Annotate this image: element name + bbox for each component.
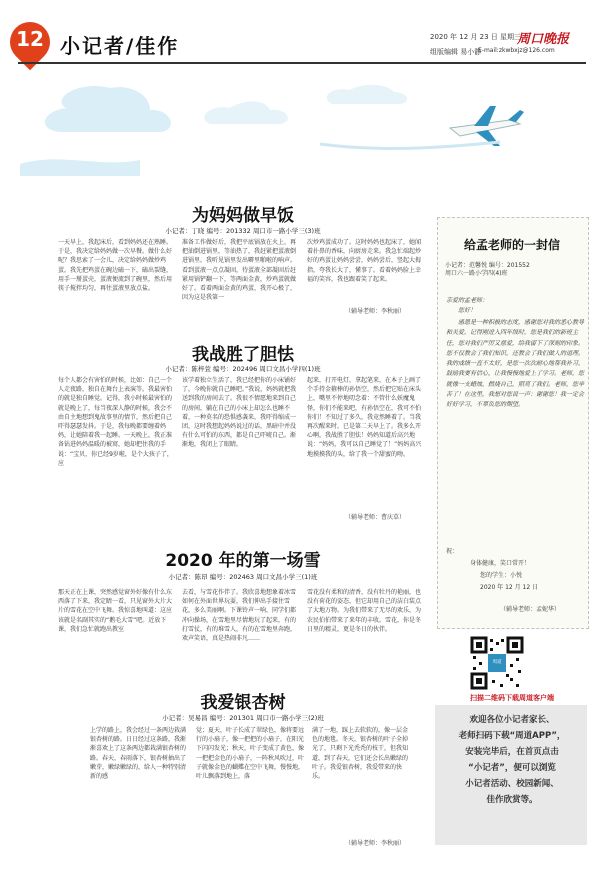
article-byline: 小记者：吴易昌 编号：201301 周口市一路小学三(2)班	[162, 714, 324, 722]
letter-byline	[445, 262, 585, 278]
letter-salutation: 亲爱的孟老师：	[446, 297, 489, 304]
article-column: 上学的路上，我会经过一条两边栽满银杏树的路。日日经过这条路，我渐渐喜欢上了这条两边都栽满银杏树的路。春天，春雨落下，银杏树抽出了嫩芽，嫩绿嫩绿的，给人一种特别清新的感	[90, 727, 187, 781]
header-divider	[18, 62, 586, 64]
letter-wishes: 身体健康，笑口常开！	[470, 560, 531, 567]
article-column: 雪花没有柔和的清香，没有牡丹的艳丽，也没有荷花的姿态，但它却用自己的洁白装点了大地万物。为我们带来了无尽的欢乐，为农民伯伯带来了来年的丰收。雪花，你是冬日里的精灵，更是冬日的伙伴。	[307, 589, 422, 633]
letter-closing: 祝：	[446, 548, 459, 555]
teacher-credit: （辅导老师：李秋丽）	[345, 840, 406, 847]
promo-line: “小记者”，便可以浏览	[468, 763, 556, 773]
airplane-icon	[450, 106, 524, 146]
page-number: 12	[16, 27, 44, 51]
letter-title: 给孟老师的一封信	[463, 238, 560, 252]
article-column: 起来，打开电灯，拿起笔来，在本子上画了个手持金箍棒的孙悟空，然后把它贴在床头上，嘴里不停地叨念着：不管什么妖魔鬼怪，你们不能来吧，有孙悟空在，我可不怕你们！不知过了多久，我竟然睡着了。当我再次醒来时，已是第二天早上了。我多么开心啊，我战胜了胆怯！妈妈知道后高兴地说：“妈妈，我可以自己睡觉了！”妈妈高兴地摸摸我的头，给了我一个甜蜜的吻。	[307, 377, 422, 458]
letter-signature: 您的学生：小悦	[480, 572, 523, 579]
editor-credit: 组版编辑 易小静	[430, 48, 482, 56]
newspaper-brand: 周口晚报	[517, 32, 570, 47]
qr-logo-label: 周道	[492, 660, 502, 665]
article-column: 那天正在上课，突然感觉窗外好像有什么东西落了下来，我定睛一看，只见窗外大片大片的雪花在空中飞舞。我惊喜地叫道：这应该就是名副其实的“鹅毛大雪”吧。近放下课，我们急忙就跑出教室	[58, 589, 173, 633]
article-byline: 小记者：陈昂 编号：202463 周口文昌小学三(1)班	[168, 573, 318, 581]
teacher-credit: （辅导老师：曹庆草）	[345, 514, 406, 521]
promo-line: 安装完毕后，在首页点击	[465, 747, 559, 757]
article-title: 我战胜了胆怯	[192, 345, 294, 365]
qr-caption: 扫描二维码下载周道客户端	[470, 694, 554, 702]
letter-greeting: 您好！	[458, 307, 477, 315]
article-column: 觉；夏天，叶子长成了翠绿色，像将要远行的小扇子，像一把把的小扇子，在阳光下闪闪发光；秋天，叶子变成了黄色，像一把把金色的小扇子，一阵秋风吹过，叶子就像金色的蝴蝶在空中飞舞，慢慢地，叶儿飘落到地上，落	[196, 727, 304, 781]
article-column: 一天早上，我起床后，看到妈妈还在熟睡。于是，我决定给妈妈做一次早餐。做什么好呢？我思索了一会儿，决定给妈妈做炒鸡蛋。我先把鸡蛋在碗边磕一下，磕出裂缝，用手一掰蛋壳，蛋液便流到了碗里，然后用筷子搅拌均匀，再往蛋液里放点盐。	[58, 239, 173, 293]
article-column: 每个人都会有害怕的时候，比如：自己一个人走夜路，独自在舞台上表演等。我最害怕的就是独自睡觉。记得，我小时候最害怕的就是晚上了，每当夜深人静的时候，我会不由自主地想到鬼故事里的情节，然后把自己吓得瑟瑟发抖。于是，我每晚都要缠着妈妈，让她陪着我一起睡。一天晚上，我正准备钻进妈妈温暖的被窝，她却把住我的手说：“宝贝，你已经9岁啦，是个大孩子了，应	[58, 377, 173, 467]
article-title: 我爱银杏树	[200, 693, 286, 713]
article-byline: 小记者：陈梓萱 编号：202496 周口文昌小学四(1)班	[165, 365, 321, 373]
article-byline: 小记者：丁晓 编号：201332 周口市一路小学三(3)班	[165, 227, 321, 235]
promo-line: 老师扫码下载“周道APP”，	[458, 731, 566, 741]
article-column: 次炒鸡蛋成功了。这时妈妈也起床了，她闻着扑鼻的香味，向厨房走来。我急忙端起炒好的鸡蛋让妈妈尝尝，妈妈尝后，竖起大拇指，夸我长大了，懂事了。看着妈妈脸上幸福的笑容，我也跟着笑了起来。	[307, 239, 422, 283]
letter-school: 周口六一路小学四(4)班	[445, 270, 508, 277]
teacher-credit: （辅导老师：孟妮华）	[500, 606, 561, 613]
sky-banner-illustration	[20, 68, 592, 176]
teacher-credit: （辅导老师：李秋丽）	[345, 308, 406, 315]
section-title: 小记者/佳作	[60, 34, 180, 58]
promo-line: 欢迎各位小记者家长、	[469, 715, 555, 725]
letter-body: 感恩是一种积极的态度，感谢您对我的悉心教导和关爱。记得刚进入四年级时，您是我们的新班主任，您对我们严厉又慈爱，给我留下了深刻的印象。您不仅教会了我们知识，还教会了我们做人的道理。我的成绩一直不太好，是您一次次耐心地帮我补习，鼓励我要有信心，让我慢慢地爱上了学习。老师，您就像一支蜡烛，燃烧自己，照亮了我们。老师，您辛苦了！在这里，我想对您说一声：谢谢您！我一定会好好学习，不辜负您的期望。	[446, 319, 585, 409]
letter-date: 2020 年 12 月 12 日	[480, 584, 539, 591]
article-column: 该学着独立生活了，我已经把你的小床铺好了，今晚你就自己睡吧。”我说，妈妈就把我送到我的房间去了。我很不情愿地来到自己的房间，躺在自己的小床上却怎么也睡不着，一种莫名的恐惧感袭来，我吓得缩成一团，这时我想起妈妈说过的话，黑暗中并没有什么可怕的东西，都是自己吓唬自己。渐渐地，我闭上了眼睛，	[182, 377, 297, 449]
article-column: 满了一地，踩上去软软的，像一层金色的地毯。冬天，银杏树的叶子全掉光了，只剩下光秃秃的枝干，但我知道，到了春天，它们还会长出嫩绿的叶子。我爱银杏树，我爱带来的快乐。	[312, 727, 409, 781]
article-column: 去看，与雪花作伴了。我欣喜地想象着冰雪如何在外面世界玩耍，我们伸出手接住雪花，多么美丽啊。下课铃声一响，同学们都冲向操场，在雪地里尽情地玩了起来，有的打雪仗，有的堆雪人，有的在雪地里奔跑，欢声笑语，真是热闹非凡……	[182, 589, 297, 643]
promo-text	[442, 712, 582, 808]
issue-date: 2020 年 12 月 23 日 星期三	[430, 33, 521, 41]
article-column: 准备工作做好后，我把平底锅放在火上，再把油倒进锅里，等油热了，我赶紧把蛋液倒进锅里。我听见锅里发出噼里啪啦的响声。看到蛋液一点点凝固，待蛋液全部凝固后赶紧用锅铲翻一下，等两面金黄，炒鸡蛋就做好了。看着两面金黄的鸡蛋，我开心极了，因为这是我第一	[182, 239, 297, 302]
promo-line: 小记者活动、校园新闻、	[465, 779, 559, 789]
promo-line: 佳作欣赏等。	[486, 795, 538, 805]
article-title: 2020 年的第一场雪	[165, 551, 321, 571]
letter-author: 小记者：范馨悦 编号：201552	[445, 262, 530, 269]
article-title: 为妈妈做早饭	[192, 206, 294, 226]
contact-email: E-mail:zkwbxjz@126.com	[478, 47, 555, 54]
